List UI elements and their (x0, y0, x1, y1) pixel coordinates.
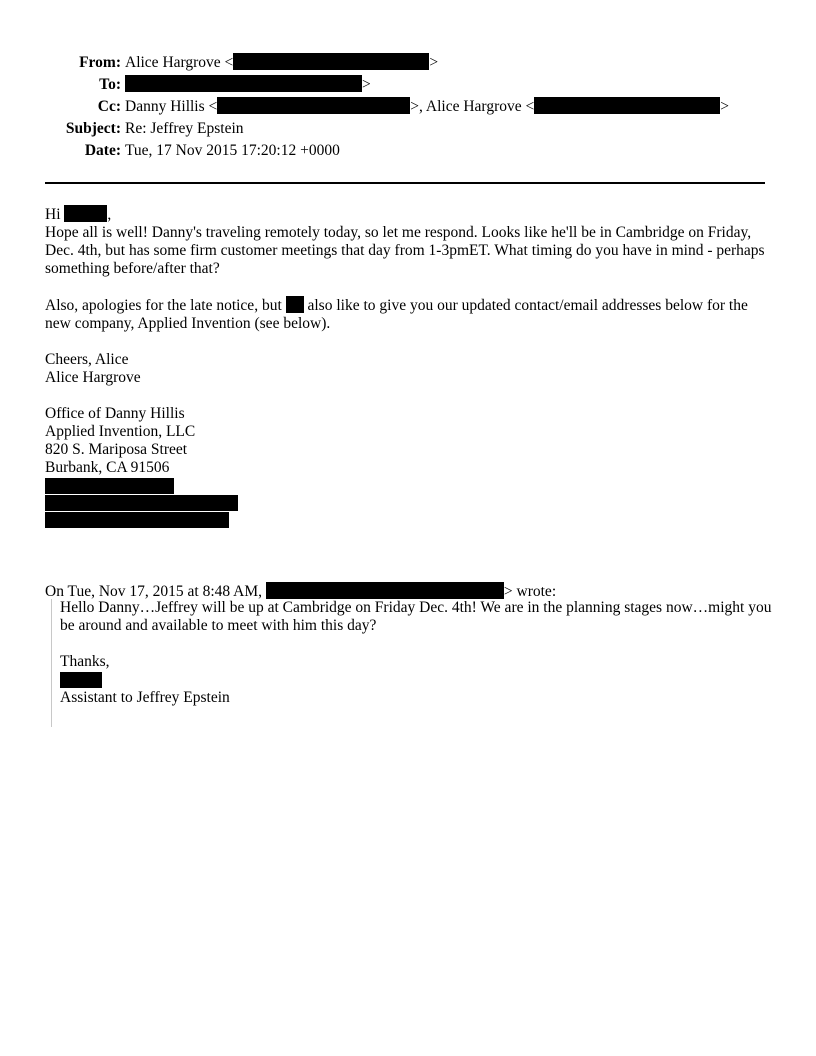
signature-street: 820 S. Mariposa Street (45, 441, 188, 458)
paragraph-1: Hope all is well! Danny's traveling remotely today, so let me respond. Looks like he'll be in Cambridge on Friday, Dec. 4th, but has some firm customer meetings that day from 1-3pmET. What timing do you have in mind - perhaps something before/after that? (45, 224, 765, 277)
redacted-from-email (233, 53, 429, 70)
from-value (121, 52, 438, 74)
cc-label: Cc: (97, 98, 121, 115)
message-body (45, 205, 775, 529)
quoted-line-1: Hello Danny…Jeffrey will be up at Cambridge on Friday Dec. 4th! We are in the planning stages now…might you be around and available to meet with him this day? (60, 599, 772, 634)
redacted-cc-email-2 (534, 97, 720, 114)
signature-company: Applied Invention, LLC (45, 423, 196, 440)
attribution-start: On Tue, Nov 17, 2015 at 8:48 AM, (45, 583, 263, 600)
signoff: Cheers, Alice (45, 351, 129, 368)
from-close: > (429, 54, 439, 71)
signature-block (45, 405, 775, 528)
attribution-end: > wrote: (503, 583, 557, 600)
cc-value (121, 96, 729, 118)
redacted-signature-line-1 (45, 478, 174, 494)
redacted-cc-email-1 (217, 97, 410, 114)
paragraph-2-end: also like to give you our updated contact/email addresses below for the new company, Applied Invention (see below). (45, 297, 748, 332)
date-value: Tue, 17 Nov 2015 17:20:12 +0000 (125, 142, 340, 159)
redacted-to-address (125, 75, 362, 92)
from-name: Alice Hargrove < (125, 54, 234, 71)
quoted-signature-title: Assistant to Jeffrey Epstein (60, 689, 230, 706)
cc-name-1: Danny Hillis < (125, 98, 218, 115)
signature-name: Alice Hargrove (45, 369, 141, 386)
subject-label: Subject: (65, 120, 121, 137)
redacted-assistant-name (60, 672, 102, 688)
greeting-comma: , (107, 206, 112, 223)
cc-mid: >, Alice Hargrove < (410, 98, 535, 115)
cc-close: > (720, 98, 729, 115)
greeting-hi: Hi (45, 206, 61, 223)
from-row (0, 52, 438, 74)
redacted-signature-line-2 (45, 495, 238, 511)
from-label: From: (79, 54, 121, 71)
redacted-sender-address (266, 582, 504, 599)
signature-office: Office of Danny Hillis (45, 405, 185, 422)
redacted-recipient-name (64, 205, 107, 222)
paragraph-2 (45, 296, 775, 333)
header-divider (45, 182, 765, 184)
to-label: To: (99, 76, 121, 93)
redacted-signature-line-3 (45, 512, 229, 528)
signature-city: Burbank, CA 91506 (45, 459, 170, 476)
to-value (121, 74, 371, 96)
date-label: Date: (84, 142, 121, 159)
cc-row (0, 96, 729, 118)
to-row (0, 74, 371, 96)
quoted-thanks: Thanks, (60, 653, 110, 670)
subject-value: Re: Jeffrey Epstein (125, 120, 244, 137)
greeting (45, 205, 775, 224)
to-close: > (362, 76, 371, 93)
redacted-word (286, 296, 304, 313)
quoted-message (51, 599, 776, 727)
paragraph-2-start: Also, apologies for the late notice, but (45, 297, 282, 314)
date-row (0, 140, 340, 162)
subject-row (0, 118, 244, 140)
